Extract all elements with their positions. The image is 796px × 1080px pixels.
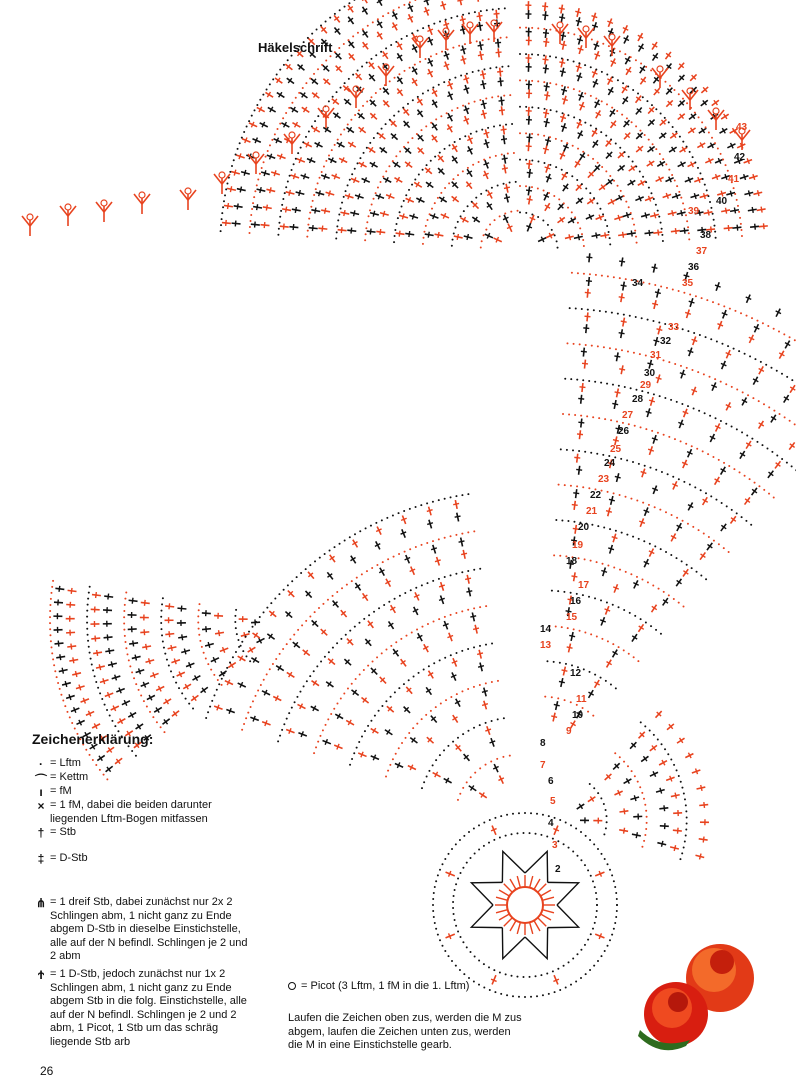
round-number: 18 (566, 556, 578, 567)
round-number: 6 (548, 776, 554, 787)
round-number: 13 (540, 640, 552, 651)
rose-illustration (638, 944, 754, 1050)
round-number: 28 (632, 394, 644, 405)
round-number: 43 (736, 122, 748, 133)
legend-symbol-dreif-stb: ⋔ (35, 896, 47, 910)
legend-text-d-stb: = D-Stb (50, 852, 88, 864)
legend-title: Zeichenerklärung: (32, 731, 154, 747)
legend-symbol-lftm: · (39, 757, 43, 771)
round-number: 24 (604, 458, 616, 469)
footnote: Laufen die Zeichen oben zus, werden die M zus abgem, laufen die Zeichen unten zus, werden die M in eine Einstichstelle gearb. (288, 1012, 522, 1051)
round-number: 5 (550, 796, 556, 807)
legend-text-d-stb-picot: = 1 D-Stb, jedoch zunächst nur 1x 2 Schlingen abm, 1 nicht ganz zu Ende abgem Stb in die folg. Einstichstelle, alle auf der N befindl. Schlingen je 2 und 2 abm, 1 Picot, 1 Stb um das schräg liegende Stb arb (50, 968, 247, 1048)
round-number: 11 (576, 694, 587, 705)
round-number: 40 (716, 196, 728, 207)
round-number: 34 (632, 278, 644, 289)
legend-symbol-kettm: ⌒ (34, 773, 47, 787)
legend-text-stb: = Stb (50, 826, 76, 838)
chart-title: Häkelschrift (258, 40, 333, 55)
legend-text-lftm: = Lftm (50, 757, 81, 769)
round-numbers (540, 122, 748, 875)
legend-symbol-d-stb: ‡ (37, 852, 45, 866)
round-number: 38 (700, 230, 712, 241)
round-number: 19 (572, 540, 584, 551)
round-number: 35 (682, 278, 694, 289)
round-number: 20 (578, 522, 590, 533)
round-number: 8 (540, 738, 546, 749)
round-number: 9 (566, 726, 572, 737)
legend-text-dreif-stb: = 1 dreif Stb, dabei zunächst nur 2x 2 Schlingen abm, 1 nicht ganz zu Ende abgem D-Stb in dieselbe Einstichstelle, alle auf der N befindl. Schlingen je 2 und 2 abm (50, 896, 248, 962)
round-number: 41 (728, 174, 740, 185)
round-number: 15 (566, 612, 578, 623)
page-number: 26 (40, 1064, 54, 1078)
picot-legend (288, 980, 469, 992)
legend-text-fm: = fM (50, 785, 72, 797)
round-number: 3 (552, 840, 558, 851)
round-number: 16 (570, 596, 582, 607)
round-number: 17 (578, 580, 590, 591)
round-number: 27 (622, 410, 634, 421)
round-number: 29 (640, 380, 652, 391)
round-number: 31 (650, 350, 662, 361)
legend-symbol-stb: † (37, 826, 45, 840)
legend-symbol-fm-bogen: × (37, 799, 45, 813)
picot-text: = Picot (3 Lftm, 1 fM in die 1. Lftm) (301, 980, 470, 992)
round-number: 25 (610, 444, 622, 455)
round-number: 37 (696, 246, 708, 257)
round-number: 4 (548, 818, 554, 829)
round-number: 12 (570, 668, 582, 679)
picot-icon (288, 982, 296, 990)
legend-text-fm-bogen: = 1 fM, dabei die beiden darunter liegenden Lftm-Bogen mitfassen (50, 799, 212, 825)
legend-symbol-d-stb-picot: Ϯ (37, 968, 45, 982)
round-number: 22 (590, 490, 602, 501)
round-number: 36 (688, 262, 700, 273)
round-number: 21 (586, 506, 598, 517)
legend-text-kettm: = Kettm (50, 771, 89, 783)
center-motif (432, 812, 618, 998)
round-number: 14 (540, 624, 552, 635)
legend-symbol-fm: ı (39, 785, 43, 799)
round-number: 30 (644, 368, 656, 379)
round-number: 10 (572, 710, 584, 721)
round-number: 2 (555, 864, 561, 875)
round-number: 7 (540, 760, 546, 771)
round-number: 39 (688, 206, 700, 217)
round-number: 26 (618, 426, 630, 437)
round-number: 32 (660, 336, 672, 347)
round-number: 42 (734, 152, 746, 163)
round-number: 33 (668, 322, 680, 333)
round-number: 23 (598, 474, 610, 485)
